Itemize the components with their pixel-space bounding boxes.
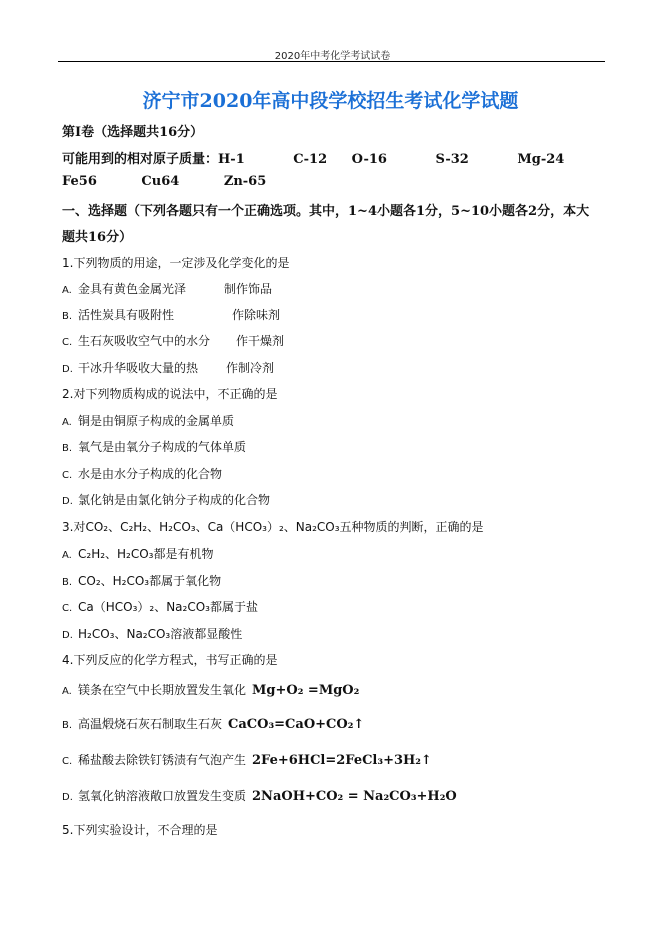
q1-option-a: A. 金具有黄色金属光泽 制作饰品 — [62, 282, 273, 296]
mass-cu: Cu64 — [141, 174, 180, 189]
q2-option-b: B. 氧气是由氧分子构成的气体单质 — [62, 440, 247, 454]
q2-stem: 2.对下列物质构成的说法中，不正确的是 — [62, 387, 278, 401]
q3-option-c: C. Ca（HCO₃）₂、Na₂CO₃都属于盐 — [62, 600, 258, 614]
q1-stem: 1.下列物质的用途，一定涉及化学变化的是 — [62, 256, 290, 270]
q4-option-b: B. 高温煅烧石灰石制取生石灰 CaCO₃=CaO+CO₂↑ — [62, 717, 365, 732]
q3-stem: 3.对CO₂、C₂H₂、H₂CO₃、Ca（HCO₃）₂、Na₂CO₃五种物质的判断，正确的是 — [62, 520, 484, 534]
mass-fe: Fe56 — [62, 174, 97, 189]
atomic-mass-label: 可能用到的相对原子质量： — [62, 152, 219, 167]
mass-o: O-16 — [351, 152, 387, 167]
mass-mg: Mg-24 — [517, 152, 565, 167]
page-header: 2020年中考化学考试试卷 — [274, 51, 391, 62]
mass-c: C-12 — [293, 152, 328, 167]
q3-option-a: A. C₂H₂、H₂CO₃都是有机物 — [62, 547, 214, 561]
section-heading: 第Ⅰ卷（选择题共16分） — [62, 125, 204, 140]
q5-stem: 5.下列实验设计，不合理的是 — [62, 823, 218, 837]
equation-a: Mg+O₂ =MgO₂ — [252, 683, 360, 698]
mass-h: H-1 — [218, 152, 245, 167]
exam-title: 济宁市2020年高中段学校招生考试化学试题 — [142, 90, 519, 112]
q3-option-d: D. H₂CO₃、Na₂CO₃溶液都显酸性 — [62, 627, 243, 641]
q4-option-d: D. 氢氧化钠溶液敞口放置发生变质 2NaOH+CO₂ = Na₂CO₃+H₂O — [62, 789, 457, 804]
equation-c: 2Fe+6HCl=2FeCl₃+3H₂↑ — [252, 753, 432, 768]
equation-d: 2NaOH+CO₂ = Na₂CO₃+H₂O — [252, 789, 457, 804]
q1-option-d: D. 干冰升华吸收大量的热 作制冷剂 — [62, 361, 275, 375]
q2-option-c: C. 水是由水分子构成的化合物 — [62, 467, 223, 481]
q2-option-a: A. 铜是由铜原子构成的金属单质 — [62, 414, 235, 428]
q4-option-a: A. 镁条在空气中长期放置发生氧化 Mg+O₂ =MgO₂ — [62, 683, 360, 698]
q3-option-b: B. CO₂、H₂CO₃都属于氧化物 — [62, 574, 222, 588]
mass-s: S-32 — [435, 152, 469, 167]
equation-b: CaCO₃=CaO+CO₂↑ — [228, 717, 365, 732]
instructions-line1: 一、选择题（下列各题只有一个正确选项。其中，1~4小题各1分，5~10小题各2分，本大 — [62, 204, 590, 219]
atomic-masses-row2 — [62, 174, 266, 189]
q4-stem: 4.下列反应的化学方程式，书写正确的是 — [62, 653, 278, 667]
instructions-line2: 题共16分） — [62, 230, 133, 245]
header-divider — [58, 61, 605, 62]
q1-option-b: B. 活性炭具有吸附性 作除味剂 — [62, 308, 281, 322]
q2-option-d: D. 氯化钠是由氯化钠分子构成的化合物 — [62, 493, 271, 507]
q4-option-c: C. 稀盐酸去除铁钉锈渍有气泡产生 2Fe+6HCl=2FeCl₃+3H₂↑ — [62, 753, 432, 768]
mass-zn: Zn-65 — [223, 174, 267, 189]
q1-option-c: C. 生石灰吸收空气中的水分 作干燥剂 — [62, 334, 285, 348]
atomic-masses-row1 — [62, 148, 564, 167]
